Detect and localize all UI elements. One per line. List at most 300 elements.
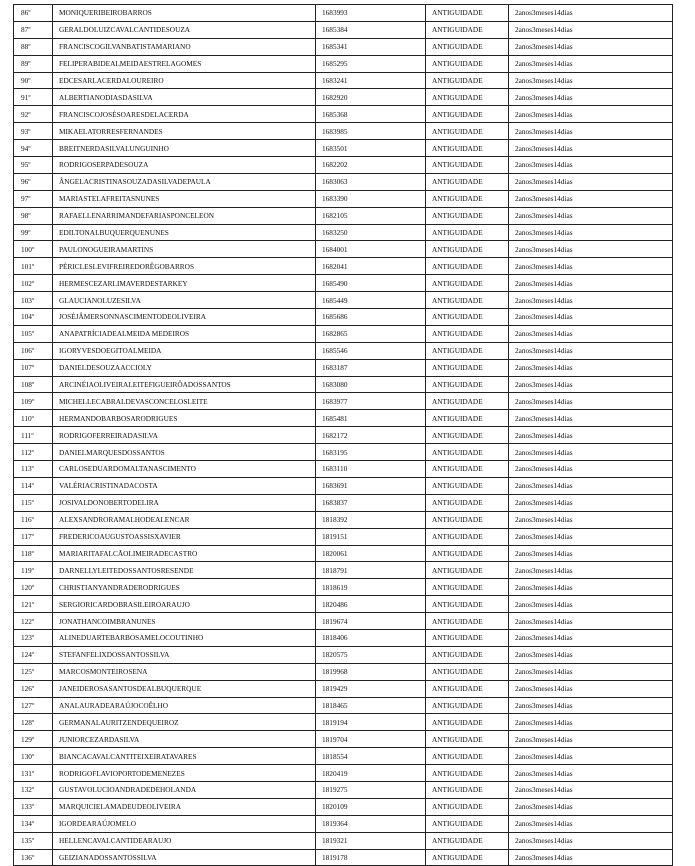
- registration-cell: 1683390: [316, 190, 426, 207]
- name-cell: MONIQUERIBEIROBARROS: [53, 5, 316, 22]
- name-cell: JANEIDEROSASANTOSDEALBUQUERQUE: [53, 680, 316, 697]
- time-cell: 2anos3meses14dias: [509, 613, 673, 630]
- criterion-cell: ANTIGUIDADE: [426, 342, 509, 359]
- table-row: [14, 241, 673, 258]
- table-row: [14, 613, 673, 630]
- name-cell: PÉRICLESLEVIFREIREDORÊGOBARROS: [53, 258, 316, 275]
- position-cell: 114º: [14, 477, 53, 494]
- criterion-cell: ANTIGUIDADE: [426, 680, 509, 697]
- table-row: [14, 545, 673, 562]
- table-row: [14, 815, 673, 832]
- criterion-cell: ANTIGUIDADE: [426, 477, 509, 494]
- position-cell: 91º: [14, 89, 53, 106]
- criterion-cell: ANTIGUIDADE: [426, 629, 509, 646]
- criterion-cell: ANTIGUIDADE: [426, 511, 509, 528]
- criterion-cell: ANTIGUIDADE: [426, 106, 509, 123]
- name-cell: GLAUCIANOLUZESILVA: [53, 292, 316, 309]
- criterion-cell: ANTIGUIDADE: [426, 89, 509, 106]
- registration-cell: 1685341: [316, 38, 426, 55]
- position-cell: 118º: [14, 545, 53, 562]
- time-cell: 2anos3meses14dias: [509, 680, 673, 697]
- name-cell: RODRIGOSERPADESOUZA: [53, 157, 316, 174]
- criterion-cell: ANTIGUIDADE: [426, 798, 509, 815]
- registration-cell: 1820486: [316, 596, 426, 613]
- table-row: [14, 292, 673, 309]
- time-cell: 2anos3meses14dias: [509, 765, 673, 782]
- name-cell: GEIZIANADOSSANTOSSILVA: [53, 849, 316, 866]
- time-cell: 2anos3meses14dias: [509, 275, 673, 292]
- time-cell: 2anos3meses14dias: [509, 579, 673, 596]
- criterion-cell: ANTIGUIDADE: [426, 815, 509, 832]
- table-row: [14, 427, 673, 444]
- time-cell: 2anos3meses14dias: [509, 292, 673, 309]
- name-cell: HELLENCAVALCANTIDEARAUJO: [53, 832, 316, 849]
- registration-cell: 1683195: [316, 444, 426, 461]
- name-cell: ARCINÉIAOLIVEIRALEITEFIGUEIRÔADOSSANTOS: [53, 376, 316, 393]
- criterion-cell: ANTIGUIDADE: [426, 494, 509, 511]
- criterion-cell: ANTIGUIDADE: [426, 258, 509, 275]
- position-cell: 128º: [14, 714, 53, 731]
- registration-cell: 1819704: [316, 731, 426, 748]
- position-cell: 86º: [14, 5, 53, 22]
- criterion-cell: ANTIGUIDADE: [426, 646, 509, 663]
- criterion-cell: ANTIGUIDADE: [426, 5, 509, 22]
- criterion-cell: ANTIGUIDADE: [426, 714, 509, 731]
- criterion-cell: ANTIGUIDADE: [426, 410, 509, 427]
- position-cell: 87º: [14, 21, 53, 38]
- criterion-cell: ANTIGUIDADE: [426, 579, 509, 596]
- criterion-cell: ANTIGUIDADE: [426, 444, 509, 461]
- registration-cell: 1682202: [316, 157, 426, 174]
- registration-cell: 1683837: [316, 494, 426, 511]
- time-cell: 2anos3meses14dias: [509, 646, 673, 663]
- time-cell: 2anos3meses14dias: [509, 697, 673, 714]
- criterion-cell: ANTIGUIDADE: [426, 461, 509, 478]
- registration-cell: 1682172: [316, 427, 426, 444]
- time-cell: 2anos3meses14dias: [509, 477, 673, 494]
- position-cell: 89º: [14, 55, 53, 72]
- name-cell: IGORDEARAÚJOMELO: [53, 815, 316, 832]
- registration-cell: 1685546: [316, 342, 426, 359]
- name-cell: JOSIVALDONOBERTODELIRA: [53, 494, 316, 511]
- time-cell: 2anos3meses14dias: [509, 528, 673, 545]
- criterion-cell: ANTIGUIDADE: [426, 157, 509, 174]
- time-cell: 2anos3meses14dias: [509, 106, 673, 123]
- table-row: [14, 5, 673, 22]
- criterion-cell: ANTIGUIDADE: [426, 173, 509, 190]
- name-cell: FELIPERABIDEALMEIDAESTRELAGOMES: [53, 55, 316, 72]
- registration-cell: 1819429: [316, 680, 426, 697]
- registration-cell: 1683250: [316, 224, 426, 241]
- registration-cell: 1685686: [316, 309, 426, 326]
- table-row: [14, 714, 673, 731]
- table-row: [14, 798, 673, 815]
- table-row: [14, 157, 673, 174]
- name-cell: MIKAELATORRESFERNANDES: [53, 123, 316, 140]
- registration-cell: 1683241: [316, 72, 426, 89]
- time-cell: 2anos3meses14dias: [509, 731, 673, 748]
- position-cell: 96º: [14, 173, 53, 190]
- criterion-cell: ANTIGUIDADE: [426, 140, 509, 157]
- position-cell: 132º: [14, 781, 53, 798]
- position-cell: 134º: [14, 815, 53, 832]
- criterion-cell: ANTIGUIDADE: [426, 190, 509, 207]
- position-cell: 102º: [14, 275, 53, 292]
- registration-cell: 1820419: [316, 765, 426, 782]
- criterion-cell: ANTIGUIDADE: [426, 21, 509, 38]
- name-cell: BIANCACAVALCANTITEIXEIRATAVARES: [53, 748, 316, 765]
- time-cell: 2anos3meses14dias: [509, 849, 673, 866]
- position-cell: 113º: [14, 461, 53, 478]
- time-cell: 2anos3meses14dias: [509, 832, 673, 849]
- time-cell: 2anos3meses14dias: [509, 325, 673, 342]
- name-cell: GERALDOLUIZCAVALCANTIDESOUZA: [53, 21, 316, 38]
- position-cell: 121º: [14, 596, 53, 613]
- criterion-cell: ANTIGUIDADE: [426, 613, 509, 630]
- name-cell: JOSÉJÂMERSONNASCIMENTODEOLIVEIRA: [53, 309, 316, 326]
- time-cell: 2anos3meses14dias: [509, 444, 673, 461]
- table-row: [14, 629, 673, 646]
- name-cell: FRANCISCOGILVANBATISTAMARIANO: [53, 38, 316, 55]
- table-row: [14, 359, 673, 376]
- registration-cell: 1818406: [316, 629, 426, 646]
- registration-cell: 1819968: [316, 663, 426, 680]
- table-row: [14, 477, 673, 494]
- criterion-cell: ANTIGUIDADE: [426, 38, 509, 55]
- position-cell: 93º: [14, 123, 53, 140]
- name-cell: JUNIORCEZARDASILVA: [53, 731, 316, 748]
- time-cell: 2anos3meses14dias: [509, 714, 673, 731]
- position-cell: 127º: [14, 697, 53, 714]
- name-cell: HERMANDOBARBOSARODRIGUES: [53, 410, 316, 427]
- table-row: [14, 173, 673, 190]
- position-cell: 110º: [14, 410, 53, 427]
- criterion-cell: ANTIGUIDADE: [426, 765, 509, 782]
- position-cell: 136º: [14, 849, 53, 866]
- table-row: [14, 562, 673, 579]
- time-cell: 2anos3meses14dias: [509, 309, 673, 326]
- name-cell: ALINEDUARTEBARBOSAMELOCOUTINHO: [53, 629, 316, 646]
- position-cell: 119º: [14, 562, 53, 579]
- ranking-table-body: [14, 5, 673, 866]
- criterion-cell: ANTIGUIDADE: [426, 241, 509, 258]
- criterion-cell: ANTIGUIDADE: [426, 275, 509, 292]
- time-cell: 2anos3meses14dias: [509, 545, 673, 562]
- table-row: [14, 72, 673, 89]
- position-cell: 92º: [14, 106, 53, 123]
- name-cell: CARLOSEDUARDOMALTANASCIMENTO: [53, 461, 316, 478]
- time-cell: 2anos3meses14dias: [509, 72, 673, 89]
- time-cell: 2anos3meses14dias: [509, 140, 673, 157]
- table-row: [14, 663, 673, 680]
- time-cell: 2anos3meses14dias: [509, 815, 673, 832]
- name-cell: MARQUICIELAMADEUDEOLIVEIRA: [53, 798, 316, 815]
- time-cell: 2anos3meses14dias: [509, 5, 673, 22]
- name-cell: ANAPATRÍCIADEALMEIDA MEDEIROS: [53, 325, 316, 342]
- time-cell: 2anos3meses14dias: [509, 427, 673, 444]
- table-row: [14, 528, 673, 545]
- position-cell: 94º: [14, 140, 53, 157]
- registration-cell: 1685384: [316, 21, 426, 38]
- registration-cell: 1820061: [316, 545, 426, 562]
- name-cell: GUSTAVOLUCIOANDRADEDEHOLANDA: [53, 781, 316, 798]
- name-cell: MARCOSMONTEIROSENA: [53, 663, 316, 680]
- registration-cell: 1683985: [316, 123, 426, 140]
- registration-cell: 1818619: [316, 579, 426, 596]
- name-cell: HERMESCEZARLIMAVERDESTARKEY: [53, 275, 316, 292]
- position-cell: 106º: [14, 342, 53, 359]
- position-cell: 99º: [14, 224, 53, 241]
- table-row: [14, 207, 673, 224]
- position-cell: 135º: [14, 832, 53, 849]
- position-cell: 123º: [14, 629, 53, 646]
- table-row: [14, 190, 673, 207]
- position-cell: 120º: [14, 579, 53, 596]
- position-cell: 122º: [14, 613, 53, 630]
- time-cell: 2anos3meses14dias: [509, 342, 673, 359]
- registration-cell: 1685368: [316, 106, 426, 123]
- registration-cell: 1682105: [316, 207, 426, 224]
- time-cell: 2anos3meses14dias: [509, 89, 673, 106]
- position-cell: 104º: [14, 309, 53, 326]
- name-cell: CHRISTIANYANDRADERODRIGUES: [53, 579, 316, 596]
- name-cell: BREITNERDASILVALUNGUINHO: [53, 140, 316, 157]
- criterion-cell: ANTIGUIDADE: [426, 832, 509, 849]
- name-cell: IGORYVESDOEGITOALMEIDA: [53, 342, 316, 359]
- position-cell: 108º: [14, 376, 53, 393]
- time-cell: 2anos3meses14dias: [509, 393, 673, 410]
- table-row: [14, 393, 673, 410]
- name-cell: GERMANALAURITZENDEQUEIROZ: [53, 714, 316, 731]
- registration-cell: 1818554: [316, 748, 426, 765]
- time-cell: 2anos3meses14dias: [509, 511, 673, 528]
- table-row: [14, 309, 673, 326]
- table-row: [14, 765, 673, 782]
- time-cell: 2anos3meses14dias: [509, 38, 673, 55]
- position-cell: 88º: [14, 38, 53, 55]
- registration-cell: 1683187: [316, 359, 426, 376]
- table-row: [14, 461, 673, 478]
- registration-cell: 1683977: [316, 393, 426, 410]
- time-cell: 2anos3meses14dias: [509, 55, 673, 72]
- criterion-cell: ANTIGUIDADE: [426, 731, 509, 748]
- table-row: [14, 55, 673, 72]
- time-cell: 2anos3meses14dias: [509, 562, 673, 579]
- name-cell: FRANCISCOJOSÉSOARESDELACERDA: [53, 106, 316, 123]
- position-cell: 97º: [14, 190, 53, 207]
- criterion-cell: ANTIGUIDADE: [426, 72, 509, 89]
- table-row: [14, 410, 673, 427]
- time-cell: 2anos3meses14dias: [509, 157, 673, 174]
- registration-cell: 1683691: [316, 477, 426, 494]
- registration-cell: 1818392: [316, 511, 426, 528]
- criterion-cell: ANTIGUIDADE: [426, 427, 509, 444]
- name-cell: ALEXSANDRORAMALHODEALENCAR: [53, 511, 316, 528]
- criterion-cell: ANTIGUIDADE: [426, 55, 509, 72]
- registration-cell: 1818465: [316, 697, 426, 714]
- criterion-cell: ANTIGUIDADE: [426, 697, 509, 714]
- name-cell: DARNELLYLEITEDOSSANTOSRESENDE: [53, 562, 316, 579]
- table-row: [14, 731, 673, 748]
- name-cell: EDCESARLACERDALOUREIRO: [53, 72, 316, 89]
- table-row: [14, 106, 673, 123]
- position-cell: 111º: [14, 427, 53, 444]
- time-cell: 2anos3meses14dias: [509, 629, 673, 646]
- table-row: [14, 89, 673, 106]
- time-cell: 2anos3meses14dias: [509, 190, 673, 207]
- table-row: [14, 596, 673, 613]
- position-cell: 117º: [14, 528, 53, 545]
- time-cell: 2anos3meses14dias: [509, 207, 673, 224]
- registration-cell: 1682041: [316, 258, 426, 275]
- time-cell: 2anos3meses14dias: [509, 596, 673, 613]
- table-row: [14, 224, 673, 241]
- time-cell: 2anos3meses14dias: [509, 461, 673, 478]
- time-cell: 2anos3meses14dias: [509, 376, 673, 393]
- registration-cell: 1683501: [316, 140, 426, 157]
- time-cell: 2anos3meses14dias: [509, 663, 673, 680]
- name-cell: DANIELDESOUZAACCIOLY: [53, 359, 316, 376]
- position-cell: 129º: [14, 731, 53, 748]
- time-cell: 2anos3meses14dias: [509, 798, 673, 815]
- table-row: [14, 748, 673, 765]
- criterion-cell: ANTIGUIDADE: [426, 545, 509, 562]
- name-cell: MICHELLECABRALDEVASCONCELOSLEITE: [53, 393, 316, 410]
- criterion-cell: ANTIGUIDADE: [426, 393, 509, 410]
- position-cell: 115º: [14, 494, 53, 511]
- registration-cell: 1685481: [316, 410, 426, 427]
- registration-cell: 1685449: [316, 292, 426, 309]
- table-row: [14, 325, 673, 342]
- registration-cell: 1683080: [316, 376, 426, 393]
- criterion-cell: ANTIGUIDADE: [426, 359, 509, 376]
- time-cell: 2anos3meses14dias: [509, 359, 673, 376]
- name-cell: STEFANFELIXDOSSANTOSSILVA: [53, 646, 316, 663]
- name-cell: MARIARITAFALCÃOLIMEIRADECASTRO: [53, 545, 316, 562]
- criterion-cell: ANTIGUIDADE: [426, 562, 509, 579]
- time-cell: 2anos3meses14dias: [509, 748, 673, 765]
- criterion-cell: ANTIGUIDADE: [426, 376, 509, 393]
- name-cell: ÂNGELACRISTINASOUZADASILVADEPAULA: [53, 173, 316, 190]
- position-cell: 131º: [14, 765, 53, 782]
- name-cell: ANALAURADEARAÚJOCOÊLHO: [53, 697, 316, 714]
- position-cell: 133º: [14, 798, 53, 815]
- table-row: [14, 275, 673, 292]
- criterion-cell: ANTIGUIDADE: [426, 224, 509, 241]
- position-cell: 100º: [14, 241, 53, 258]
- table-row: [14, 342, 673, 359]
- name-cell: JONATHANCOIMBRANUNES: [53, 613, 316, 630]
- name-cell: PAULONOGUEIRAMARTINS: [53, 241, 316, 258]
- position-cell: 130º: [14, 748, 53, 765]
- position-cell: 124º: [14, 646, 53, 663]
- table-row: [14, 511, 673, 528]
- position-cell: 116º: [14, 511, 53, 528]
- table-row: [14, 832, 673, 849]
- registration-cell: 1683063: [316, 173, 426, 190]
- table-row: [14, 376, 673, 393]
- position-cell: 98º: [14, 207, 53, 224]
- time-cell: 2anos3meses14dias: [509, 123, 673, 140]
- time-cell: 2anos3meses14dias: [509, 410, 673, 427]
- criterion-cell: ANTIGUIDADE: [426, 325, 509, 342]
- table-row: [14, 494, 673, 511]
- name-cell: EDILTONALBUQUERQUENUNES: [53, 224, 316, 241]
- name-cell: RODRIGOFERREIRADASILVA: [53, 427, 316, 444]
- position-cell: 103º: [14, 292, 53, 309]
- name-cell: ALBERTIANODIASDASILVA: [53, 89, 316, 106]
- position-cell: 125º: [14, 663, 53, 680]
- name-cell: DANIELMARQUESDOSSANTOS: [53, 444, 316, 461]
- time-cell: 2anos3meses14dias: [509, 494, 673, 511]
- registration-cell: 1685490: [316, 275, 426, 292]
- position-cell: 109º: [14, 393, 53, 410]
- registration-cell: 1682865: [316, 325, 426, 342]
- table-row: [14, 697, 673, 714]
- position-cell: 126º: [14, 680, 53, 697]
- name-cell: RODRIGOFLAVIOPORTODEMENEZES: [53, 765, 316, 782]
- time-cell: 2anos3meses14dias: [509, 781, 673, 798]
- registration-cell: 1819674: [316, 613, 426, 630]
- name-cell: VALÉRIACRISTINADACOSTA: [53, 477, 316, 494]
- table-row: [14, 579, 673, 596]
- table-row: [14, 258, 673, 275]
- time-cell: 2anos3meses14dias: [509, 224, 673, 241]
- registration-cell: 1819364: [316, 815, 426, 832]
- table-row: [14, 38, 673, 55]
- position-cell: 90º: [14, 72, 53, 89]
- criterion-cell: ANTIGUIDADE: [426, 292, 509, 309]
- registration-cell: 1818791: [316, 562, 426, 579]
- registration-cell: 1683110: [316, 461, 426, 478]
- criterion-cell: ANTIGUIDADE: [426, 207, 509, 224]
- position-cell: 112º: [14, 444, 53, 461]
- time-cell: 2anos3meses14dias: [509, 21, 673, 38]
- registration-cell: 1819194: [316, 714, 426, 731]
- criterion-cell: ANTIGUIDADE: [426, 528, 509, 545]
- criterion-cell: ANTIGUIDADE: [426, 849, 509, 866]
- time-cell: 2anos3meses14dias: [509, 258, 673, 275]
- name-cell: SERGIORICARDOBRASILEIROARAUJO: [53, 596, 316, 613]
- criterion-cell: ANTIGUIDADE: [426, 748, 509, 765]
- table-row: [14, 21, 673, 38]
- name-cell: FREDERICOAUGUSTOASSISXAVIER: [53, 528, 316, 545]
- registration-cell: 1683993: [316, 5, 426, 22]
- table-row: [14, 123, 673, 140]
- table-row: [14, 646, 673, 663]
- name-cell: MARIASTELAFREITASNUNES: [53, 190, 316, 207]
- registration-cell: 1684001: [316, 241, 426, 258]
- registration-cell: 1819178: [316, 849, 426, 866]
- time-cell: 2anos3meses14dias: [509, 173, 673, 190]
- criterion-cell: ANTIGUIDADE: [426, 309, 509, 326]
- registration-cell: 1820109: [316, 798, 426, 815]
- criterion-cell: ANTIGUIDADE: [426, 781, 509, 798]
- position-cell: 101º: [14, 258, 53, 275]
- criterion-cell: ANTIGUIDADE: [426, 663, 509, 680]
- registration-cell: 1819151: [316, 528, 426, 545]
- table-row: [14, 140, 673, 157]
- registration-cell: 1819321: [316, 832, 426, 849]
- table-row: [14, 444, 673, 461]
- name-cell: RAFAELLENARRIMANDEFARIASPONCELEON: [53, 207, 316, 224]
- registration-cell: 1819275: [316, 781, 426, 798]
- registration-cell: 1682920: [316, 89, 426, 106]
- criterion-cell: ANTIGUIDADE: [426, 596, 509, 613]
- registration-cell: 1685295: [316, 55, 426, 72]
- position-cell: 107º: [14, 359, 53, 376]
- table-row: [14, 781, 673, 798]
